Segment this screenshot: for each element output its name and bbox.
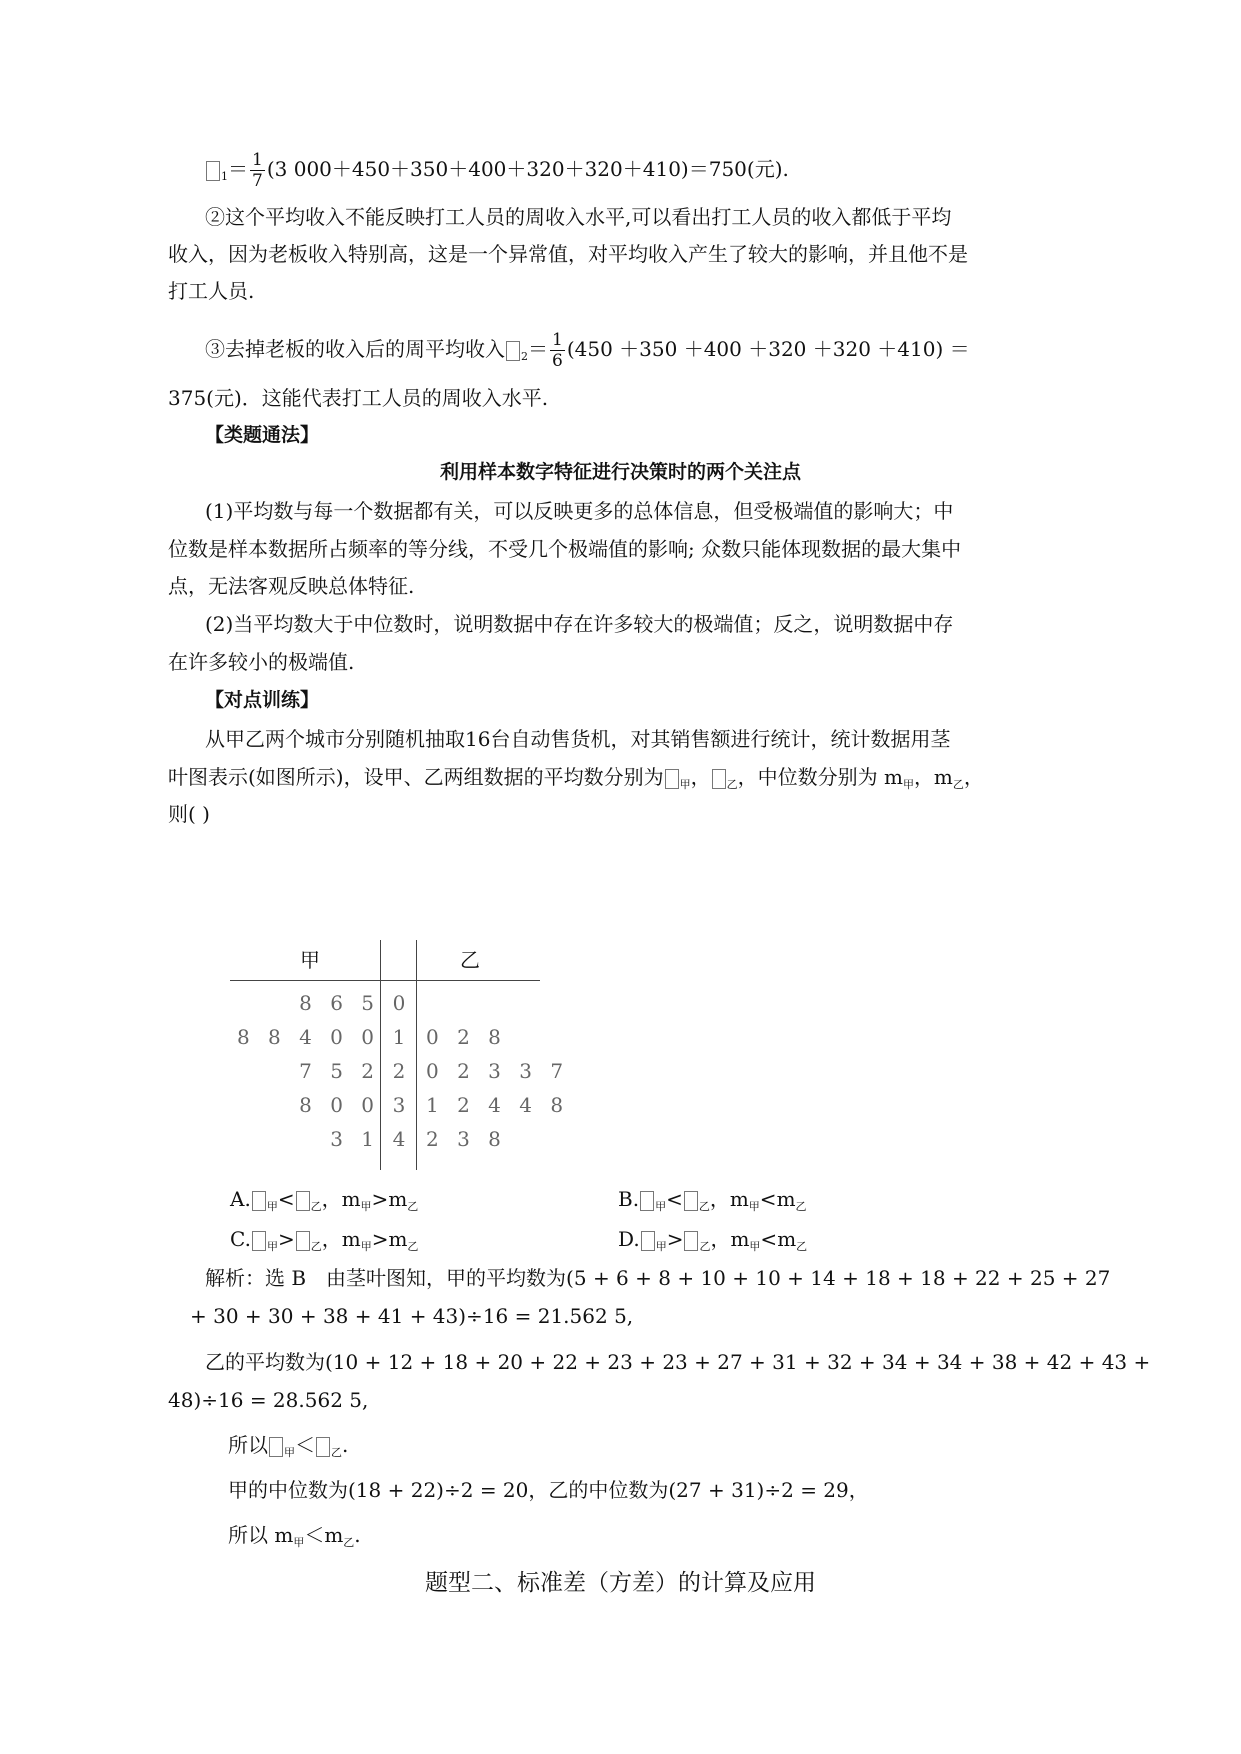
xbar-symbol-icon bbox=[665, 769, 679, 789]
formula-mean-2: ③去掉老板的收入后的周平均收入 $_2$＝ $\frac{1}{6}$ (450 ＋350 ＋400 ＋320 ＋320 ＋410) ＝ bbox=[205, 330, 970, 371]
xbar-symbol-icon bbox=[252, 1231, 266, 1251]
para2-line2: 收入，因为老板收入特别高，这是一个异常值，对平均收入产生了较大的影响，并且他不是 bbox=[168, 242, 968, 266]
header-right: 乙 bbox=[460, 948, 480, 972]
solution-line3: 乙的平均数为(10 + 12 + 18 + 20 + 22 + 23 + 23 + 27 + 31 + 32 + 34 + 34 + 38 + 42 + 43 + bbox=[205, 1350, 1151, 1374]
stem-leaf-plot bbox=[230, 940, 570, 1180]
problem-line2: 叶图表示(如图所示)，设甲、乙两组数据的平均数分别为 $_甲$， $_乙$，中位数分别为 $m_甲$，$m_乙$， bbox=[168, 765, 984, 791]
para3-line2: 375(元)．这能代表打工人员的周收入水平. bbox=[168, 386, 549, 410]
point1-line2: 位数是样本数据所占频率的等分线，不受几个极端值的影响; 众数只能体现数据的最大集中 bbox=[168, 537, 962, 561]
xbar-symbol-icon bbox=[684, 1191, 698, 1211]
solution-line1: 解析：选 B 由茎叶图知，甲的平均数为(5 + 6 + 8 + 10 + 10 + 14 + 18 + 18 + 22 + 25 + 27 bbox=[205, 1266, 1111, 1290]
problem-line1: 从甲乙两个城市分别随机抽取16台自动售货机，对其销售额进行统计，统计数据用茎 bbox=[205, 727, 951, 751]
xbar-symbol-icon bbox=[640, 1191, 654, 1211]
option-c: C. $_甲$> $_乙$，$m_甲>m_乙$ bbox=[230, 1227, 419, 1253]
xbar-symbol-icon bbox=[684, 1231, 698, 1251]
option-d: D. $_甲$> $_乙$，$m_甲<m_乙$ bbox=[618, 1227, 808, 1253]
divider bbox=[230, 980, 540, 981]
xbar-symbol-icon bbox=[206, 161, 220, 181]
xbar-symbol-icon bbox=[296, 1191, 310, 1211]
xbar-symbol-icon bbox=[269, 1437, 283, 1457]
fraction: $\frac{1}{6}$ bbox=[552, 330, 563, 371]
solution-line5: 所以 $_甲$＜ $_乙$. bbox=[228, 1433, 349, 1459]
solution-line2: + 30 + 30 + 38 + 41 + 43)÷16 = 21.562 5, bbox=[190, 1304, 634, 1328]
point2-line2: 在许多较小的极端值. bbox=[168, 650, 355, 674]
section-heading-practice: 【对点训练】 bbox=[205, 689, 320, 711]
fraction: $\frac{1}{7}$ bbox=[252, 150, 263, 191]
xbar-symbol-icon bbox=[316, 1437, 330, 1457]
subtitle: 利用样本数字特征进行决策时的两个关注点 bbox=[439, 461, 801, 483]
solution-line7: 所以 $m_甲<m_乙$. bbox=[228, 1523, 361, 1549]
point1-line1: (1)平均数与每一个数据都有关，可以反映更多的总体信息，但受极端值的影响大；中 bbox=[205, 499, 954, 523]
section-heading-stddev: 题型二、标准差（方差）的计算及应用 bbox=[425, 1570, 816, 1596]
problem-line3: 则( ) bbox=[168, 802, 210, 826]
stem-row: 8 0 0 3 1 2 4 4 8 bbox=[299, 1093, 570, 1117]
xbar-symbol-icon bbox=[252, 1191, 266, 1211]
formula-mean-1: $_1$＝ $\frac{1}{7}$ (3 000＋450＋350＋400＋320＋320＋410)＝750(元). bbox=[205, 150, 789, 191]
xbar-symbol-icon bbox=[506, 341, 520, 361]
stem-row: 8 6 5 0 bbox=[299, 991, 406, 1015]
para2-line1: ②这个平均收入不能反映打工人员的周收入水平,可以看出打工人员的收入都低于平均 bbox=[205, 205, 952, 229]
section-heading-methods: 【类题通法】 bbox=[205, 424, 320, 446]
option-a: A. $_甲$< $_乙$，$m_甲>m_乙$ bbox=[230, 1187, 419, 1213]
xbar-symbol-icon bbox=[296, 1231, 310, 1251]
header-left: 甲 bbox=[300, 948, 320, 972]
solution-line4: 48)÷16 = 28.562 5, bbox=[168, 1388, 369, 1412]
xbar-symbol-icon bbox=[641, 1231, 655, 1251]
stem-row: 3 1 4 2 3 8 bbox=[330, 1127, 507, 1151]
option-b: B. $_甲$< $_乙$，$m_甲<m_乙$ bbox=[618, 1187, 807, 1213]
para2-line3: 打工人员. bbox=[168, 279, 255, 303]
xbar-symbol-icon bbox=[712, 769, 726, 789]
solution-line6: 甲的中位数为(18 + 22)÷2 = 20，乙的中位数为(27 + 31)÷2 = 29， bbox=[228, 1478, 869, 1502]
stem-row: 7 5 2 2 0 2 3 3 7 bbox=[299, 1059, 570, 1083]
point2-line1: (2)当平均数大于中位数时，说明数据中存在许多较大的极端值；反之，说明数据中存 bbox=[205, 612, 954, 636]
point1-line3: 点，无法客观反映总体特征. bbox=[168, 574, 415, 598]
stem-row: 8 8 4 0 0 1 0 2 8 bbox=[236, 1025, 507, 1049]
